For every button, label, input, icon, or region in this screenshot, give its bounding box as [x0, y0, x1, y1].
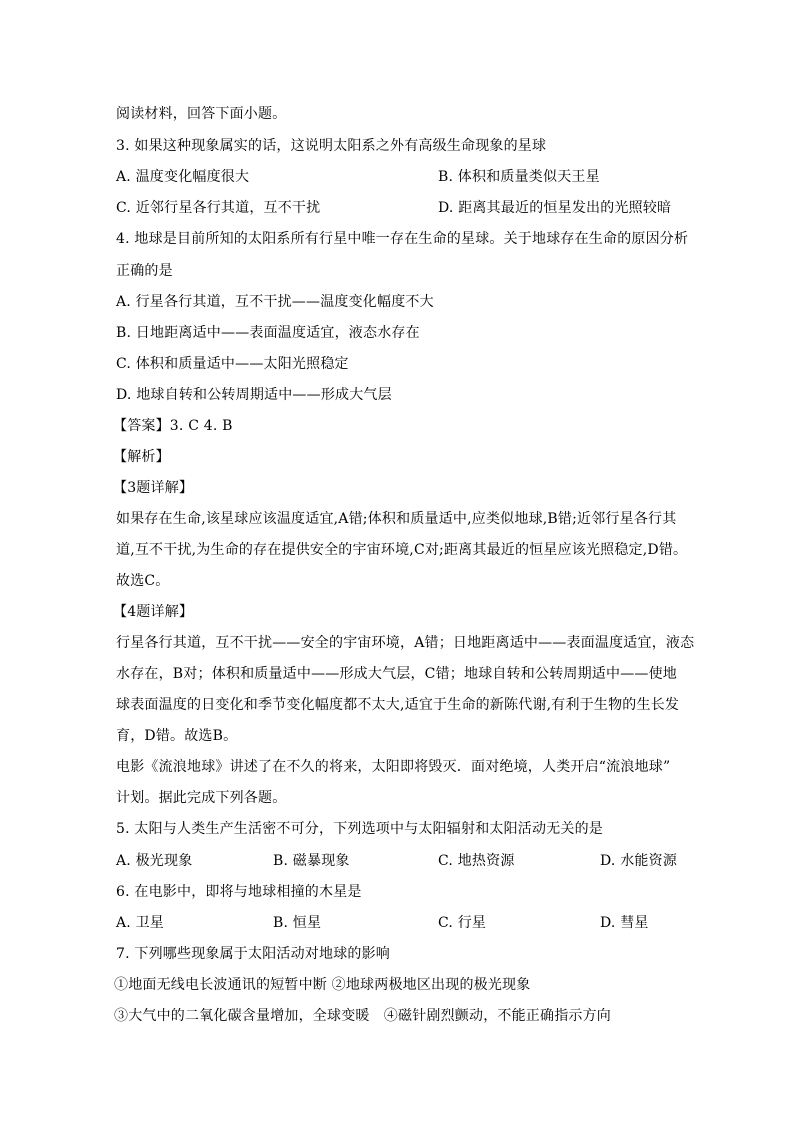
q7-statements-line1: ①地面无线电长波通讯的短暂中断 ②地球两极地区出现的极光现象	[114, 977, 531, 993]
q3-detail-line: 道,互不干扰,为生命的存在提供安全的宇宙环境,C对;距离其最近的恒星应该光照稳定,D错。	[116, 542, 688, 558]
analysis-heading: 【解析】	[113, 449, 170, 465]
material-2-line2: 计划。据此完成下列各题。	[116, 790, 287, 806]
q5-option-d: D. 水能资源	[600, 853, 678, 869]
question-6-stem: 6. 在电影中，即将与地球相撞的木星是	[116, 884, 362, 900]
q3-option-a: A. 温度变化幅度很大	[116, 169, 250, 185]
q4-option-c: C. 体积和质量适中——太阳光照稳定	[116, 356, 349, 372]
q4-detail-line: 行星各行其道，互不干扰——安全的宇宙环境，A错；日地距离适中——表面温度适宜，液态	[116, 635, 695, 651]
q4-detail-heading: 【4题详解】	[113, 604, 194, 620]
q4-detail-line: 育，D错。故选B。	[116, 728, 238, 744]
q6-option-d: D. 彗星	[600, 915, 649, 931]
question-7-stem: 7. 下列哪些现象属于太阳活动对地球的影响	[116, 946, 391, 962]
q3-detail-line: 故选C。	[116, 573, 170, 589]
q4-option-a: A. 行星各行其道，互不干扰——温度变化幅度不大	[116, 294, 434, 310]
q5-option-a: A. 极光现象	[116, 853, 193, 869]
answer-line: 【答案】3. C 4. B	[113, 418, 233, 434]
q3-option-b: B. 体积和质量类似天王星	[438, 169, 600, 185]
question-3-stem: 3. 如果这种现象属实的话，这说明太阳系之外有高级生命现象的星球	[116, 138, 547, 154]
question-4-stem-line1: 4. 地球是目前所知的太阳系所有行星中唯一存在生命的星球。关于地球存在生命的原因分析	[116, 231, 689, 247]
q6-option-a: A. 卫星	[116, 915, 165, 931]
q3-detail-heading: 【3题详解】	[113, 480, 194, 496]
q6-option-c: C. 行星	[438, 915, 487, 931]
q7-statements-line2: ③大气中的二氧化碳含量增加，全球变暖 ④磁针剧烈颤动，不能正确指示方向	[114, 1008, 611, 1024]
q3-option-d: D. 距离其最近的恒星发出的光照较暗	[438, 200, 672, 216]
q5-option-c: C. 地热资源	[438, 853, 515, 869]
q4-option-b: B. 日地距离适中——表面温度适宜，液态水存在	[116, 325, 420, 341]
q3-detail-line: 如果存在生命,该星球应该温度适宜,A错;体积和质量适中,应类似地球,B错;近邻行星各行其	[116, 511, 677, 527]
material-2-line1: 电影《流浪地球》讲述了在不久的将来，太阳即将毁灭．面对绝境，人类开启“流浪地球”	[116, 759, 671, 775]
q3-option-c: C. 近邻行星各行其道，互不干扰	[116, 200, 321, 216]
reading-instruction: 阅读材料，回答下面小题。	[116, 106, 287, 122]
q4-detail-line: 水存在，B对；体积和质量适中——形成大气层，C错；地球自转和公转周期适中——使地	[116, 666, 677, 682]
q4-option-d: D. 地球自转和公转周期适中——形成大气层	[116, 387, 392, 403]
q4-detail-line: 球表面温度的日变化和季节变化幅度都不太大,适宜于生命的新陈代谢,有利于生物的生长发	[116, 697, 680, 713]
q6-option-b: B. 恒星	[273, 915, 322, 931]
q5-option-b: B. 磁暴现象	[273, 853, 350, 869]
question-5-stem: 5. 太阳与人类生产生活密不可分，下列选项中与太阳辐射和太阳活动无关的是	[116, 821, 604, 837]
question-4-stem-line2: 正确的是	[116, 263, 173, 279]
